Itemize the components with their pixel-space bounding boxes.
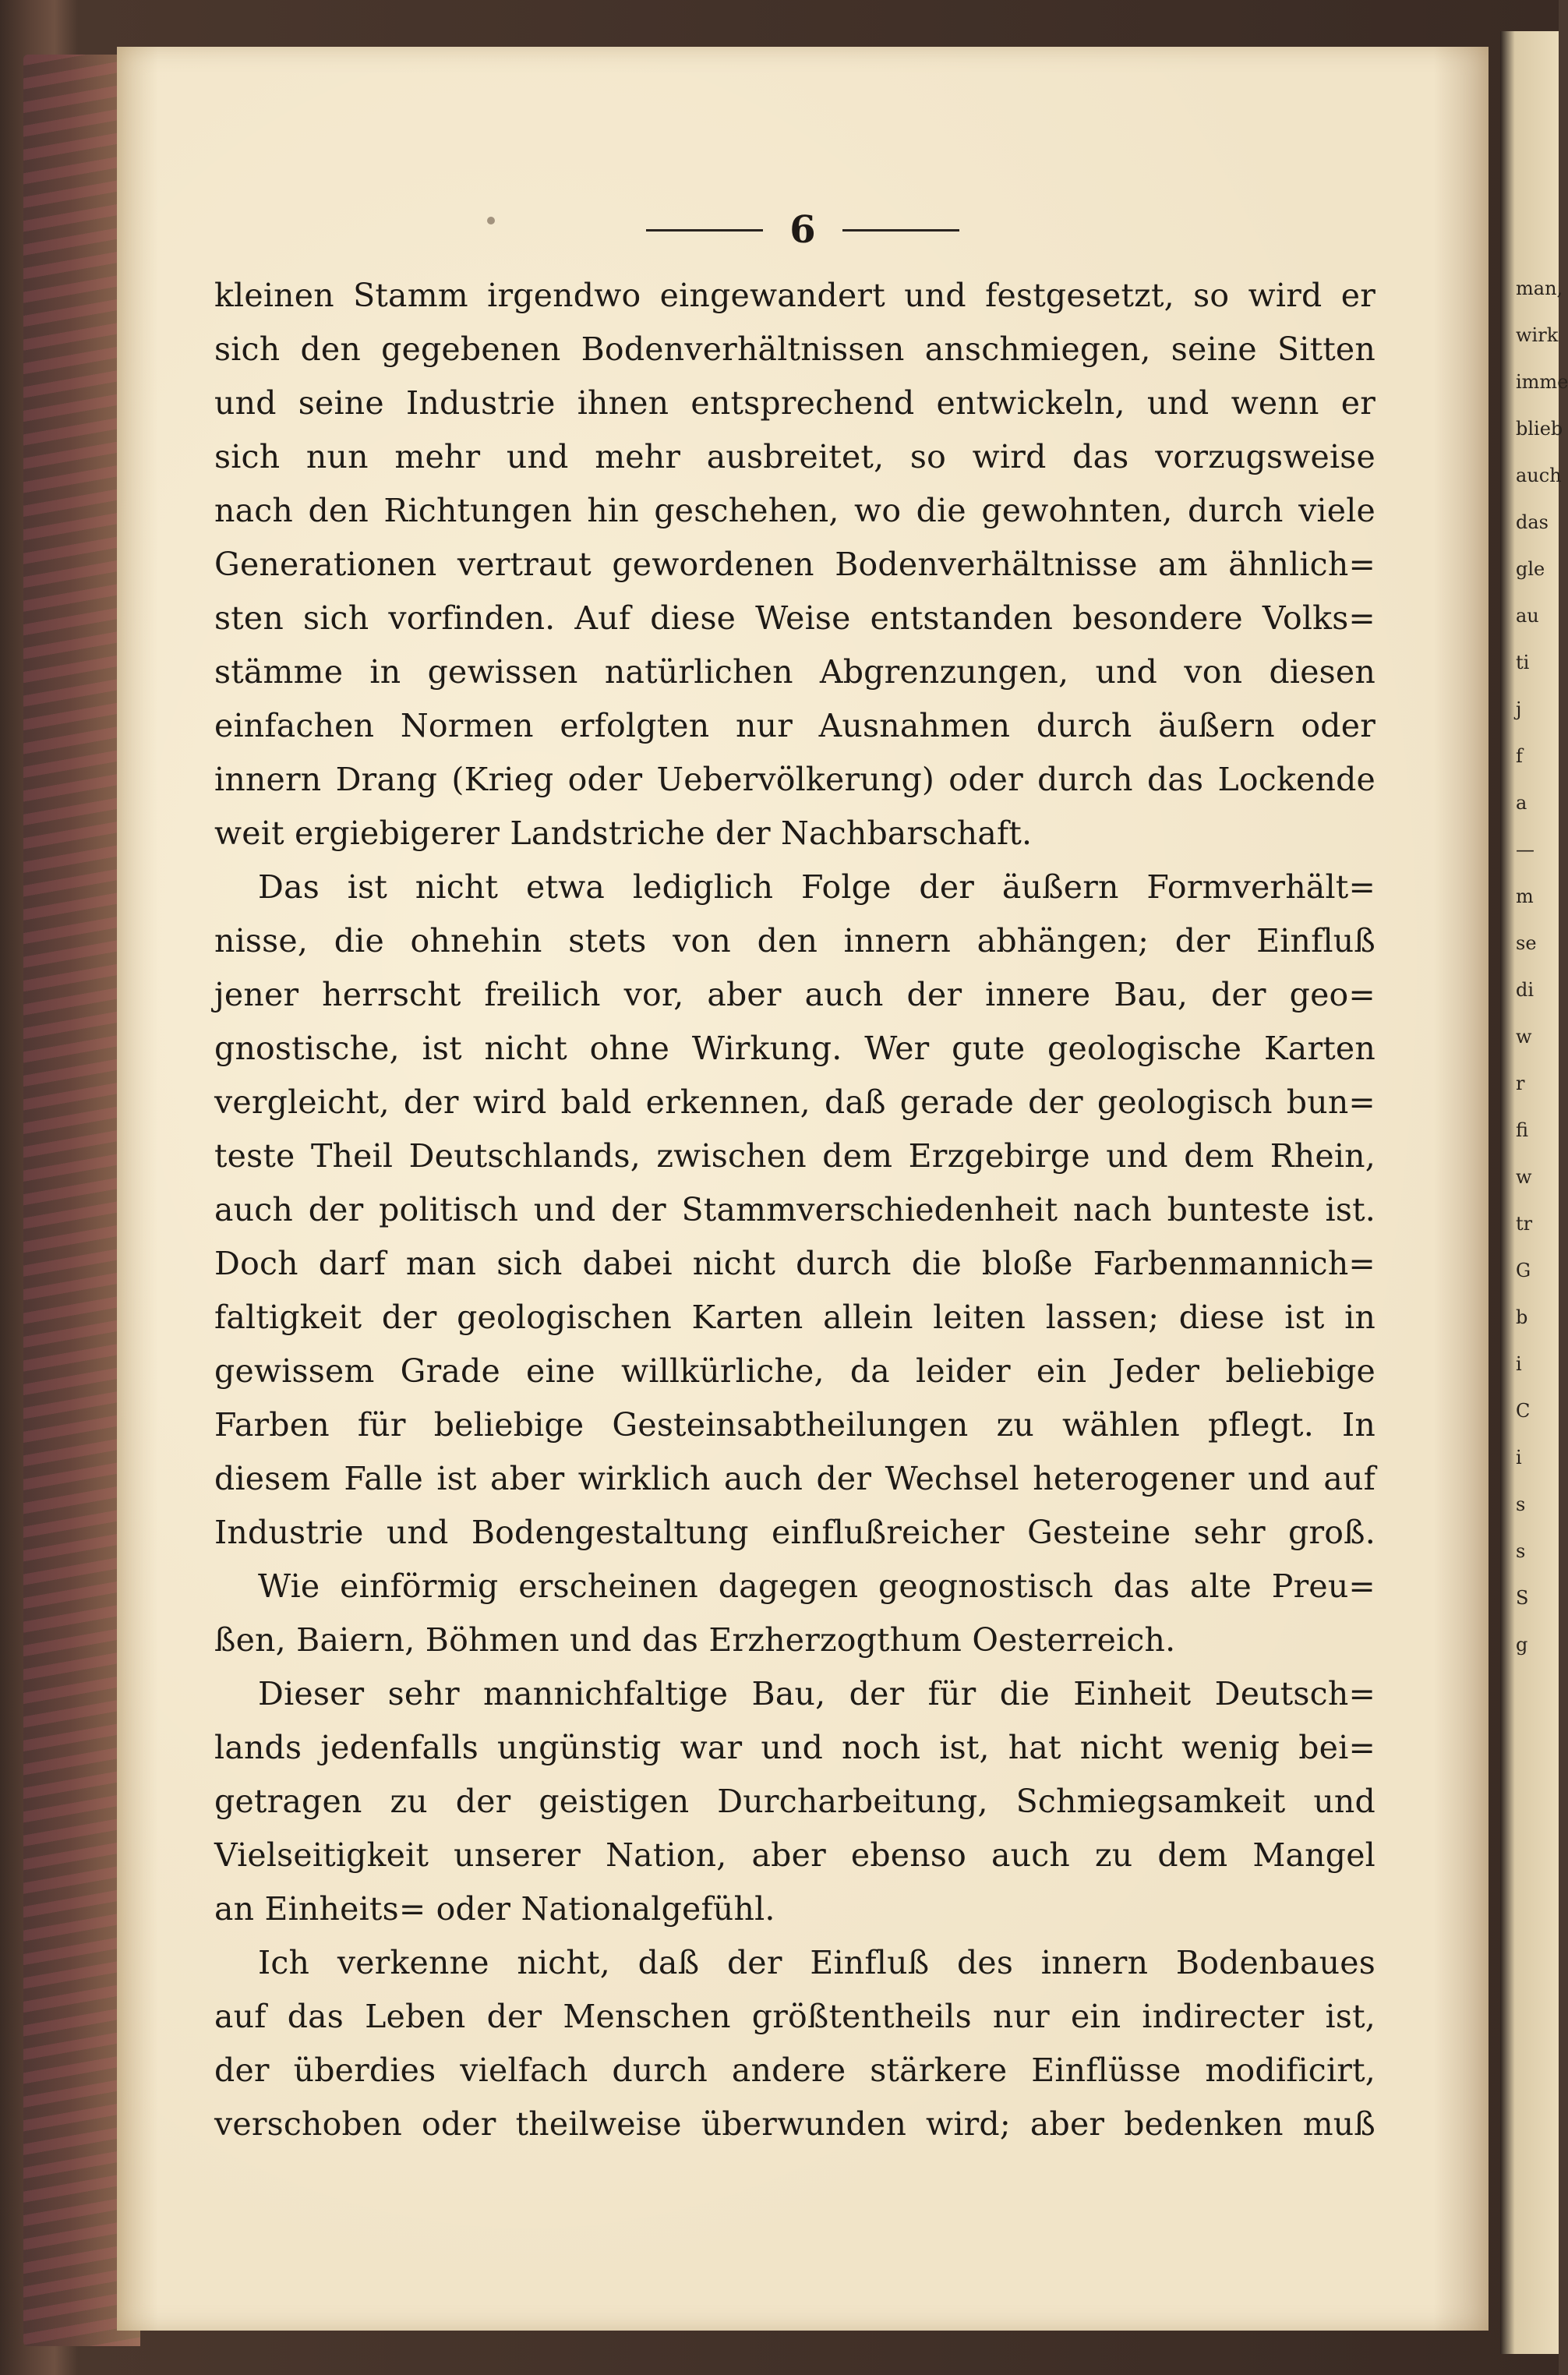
facing-page-fragment: i [1516, 1353, 1522, 1375]
facing-page-fragment: di [1516, 979, 1534, 1001]
text-line: vergleicht, der wird bald erkennen, daß gerade der geologisch bun= [214, 1083, 1376, 1121]
text-line: lands jedenfalls ungünstig war und noch ist, hat nicht wenig bei= [214, 1729, 1376, 1766]
facing-page-fragment: a [1516, 792, 1527, 814]
text-line: ßen, Baiern, Böhmen und das Erzherzogthum Oesterreich. [214, 1621, 1176, 1659]
facing-page-fragment: w [1516, 1166, 1532, 1188]
text-line: Doch darf man sich dabei nicht durch die bloße Farbenmannich= [214, 1245, 1376, 1282]
facing-page-fragment: man, [1516, 277, 1563, 299]
facing-page-fragment: s [1516, 1493, 1526, 1515]
facing-page-fragment: C [1516, 1400, 1531, 1422]
text-line: nach den Richtungen hin geschehen, wo die gewohnten, durch viele [214, 492, 1376, 529]
header-rule-left [646, 229, 763, 231]
text-line: gnostische, ist nicht ohne Wirkung. Wer gute geologische Karten [214, 1030, 1376, 1067]
facing-page-fragment: r [1516, 1073, 1525, 1094]
text-line: sich nun mehr und mehr ausbreitet, so wird das vorzugsweise [214, 438, 1376, 475]
facing-page-fragment: — [1516, 839, 1534, 861]
text-line: an Einheits= oder Nationalgefühl. [214, 1890, 775, 1928]
text-line: der überdies vielfach durch andere stärkere Einflüsse modificirt, [214, 2052, 1376, 2089]
text-line: Ich verkenne nicht, daß der Einfluß des innern Bodenbaues [258, 1944, 1376, 1981]
facing-page-fragment: S [1516, 1587, 1529, 1609]
facing-page-fragment: au [1516, 605, 1539, 627]
facing-page-fragment: imme [1516, 371, 1568, 393]
page-number: 6 [789, 208, 816, 252]
facing-page-fragment: s [1516, 1540, 1526, 1562]
facing-page-fragment: tr [1516, 1213, 1533, 1235]
text-line: faltigkeit der geologischen Karten allein leiten lassen; diese ist in [214, 1299, 1376, 1336]
facing-page-fragment: wirk [1516, 324, 1559, 346]
text-line: Dieser sehr mannichfaltige Bau, der für die Einheit Deutsch= [258, 1675, 1376, 1712]
facing-page-fragment: g [1516, 1634, 1528, 1656]
text-line: Das ist nicht etwa lediglich Folge der äußern Formverhält= [258, 868, 1376, 906]
text-line: nisse, die ohnehin stets von den innern abhängen; der Einfluß [214, 922, 1376, 960]
text-line: weit ergiebigerer Landstriche der Nachbarschaft. [214, 815, 1033, 852]
facing-page-fragment: w [1516, 1026, 1532, 1048]
facing-page-fragment: G [1516, 1260, 1531, 1281]
facing-page-fragment: i [1516, 1447, 1522, 1468]
text-line: sich den gegebenen Bodenverhältnissen anschmiegen, seine Sitten [214, 330, 1376, 368]
text-line: Vielseitigkeit unserer Nation, aber ebenso auch zu dem Mangel [214, 1836, 1376, 1874]
text-line: Industrie und Bodengestaltung einflußreicher Gesteine sehr groß. [214, 1514, 1376, 1551]
text-line: innern Drang (Krieg oder Uebervölkerung) oder durch das Lockende [214, 761, 1376, 798]
facing-page-fragment: m [1516, 885, 1534, 907]
facing-page-edge [1500, 31, 1568, 2354]
text-line: sten sich vorfinden. Auf diese Weise entstanden besondere Volks= [214, 599, 1376, 637]
facing-page-fragment: b [1516, 1306, 1528, 1328]
text-line: Generationen vertraut gewordenen Bodenverhältnisse am ähnlich= [214, 546, 1376, 583]
page-header [117, 199, 1489, 261]
text-line: verschoben oder theilweise überwunden wird; aber bedenken muß [214, 2105, 1376, 2143]
text-line: einfachen Normen erfolgten nur Ausnahmen durch äußern oder [214, 707, 1376, 744]
text-line: auf das Leben der Menschen größtentheils nur ein indirecter ist, [214, 1998, 1376, 2035]
facing-page-fragment: das [1516, 511, 1549, 533]
facing-page-fragment: ti [1516, 652, 1530, 673]
text-line: gewissem Grade eine willkürliche, da leider ein Jeder beliebige [214, 1352, 1376, 1390]
facing-page-fragment: auch [1516, 465, 1562, 486]
text-line: auch der politisch und der Stammverschiedenheit nach bunteste ist. [214, 1191, 1376, 1228]
header-rule-right [842, 229, 959, 231]
facing-page-fragment: j [1516, 698, 1522, 720]
text-line: Farben für beliebige Gesteinsabtheilungen zu wählen pflegt. In [214, 1406, 1376, 1444]
text-line: stämme in gewissen natürlichen Abgrenzungen, und von diesen [214, 653, 1376, 691]
text-line: und seine Industrie ihnen entsprechend entwickeln, und wenn er [214, 384, 1376, 422]
text-line: Wie einförmig erscheinen dagegen geognostisch das alte Preu= [258, 1567, 1376, 1605]
ink-spot [487, 217, 495, 224]
facing-page-fragment: se [1516, 932, 1537, 954]
text-line: teste Theil Deutschlands, zwischen dem Erzgebirge und dem Rhein, [214, 1137, 1376, 1175]
text-line: getragen zu der geistigen Durcharbeitung, Schmiegsamkeit und [214, 1783, 1376, 1820]
facing-page-fragment: gle [1516, 558, 1545, 580]
facing-page-fragment: blieb [1516, 418, 1563, 440]
text-line: diesem Falle ist aber wirklich auch der Wechsel heterogener und auf [214, 1460, 1376, 1497]
facing-page-fragment: fi [1516, 1119, 1529, 1141]
facing-page-fragment: f [1516, 745, 1523, 767]
body-text [214, 269, 1376, 2151]
text-line: kleinen Stamm irgendwo eingewandert und festgesetzt, so wird er [214, 277, 1376, 314]
text-line: jener herrscht freilich vor, aber auch der innere Bau, der geo= [214, 976, 1376, 1013]
